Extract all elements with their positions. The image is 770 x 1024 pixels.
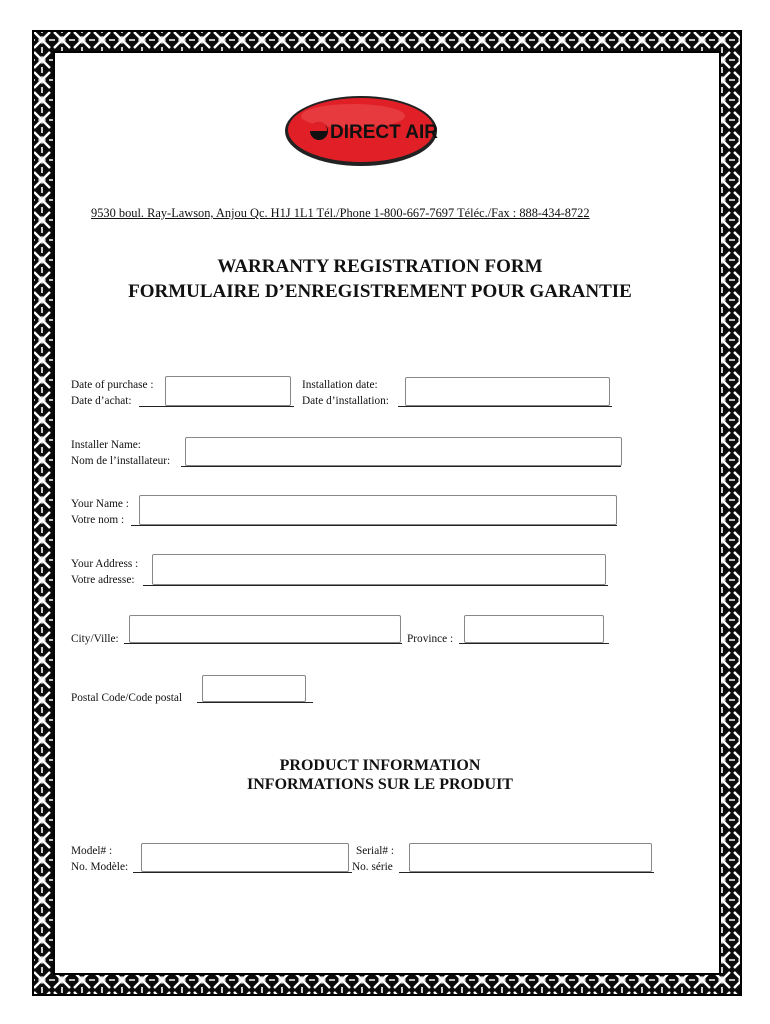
purchase-date-underline xyxy=(139,406,294,407)
address-underline xyxy=(143,585,608,586)
direct-air-logo xyxy=(283,94,439,168)
province-label: Province : xyxy=(407,633,454,645)
install-date-field[interactable] xyxy=(405,377,610,406)
form-title-fr: FORMULAIRE D’ENREGISTREMENT POUR GARANTIE xyxy=(128,281,632,302)
city-field[interactable] xyxy=(129,615,401,643)
product-title-en: PRODUCT INFORMATION xyxy=(279,757,481,774)
serial-label-fr: No. série xyxy=(352,861,393,873)
purchase-date-field[interactable] xyxy=(165,376,291,406)
installer-name-underline xyxy=(181,466,621,467)
postal-code-underline xyxy=(197,702,313,703)
fan-icon xyxy=(310,122,328,140)
serial-field[interactable] xyxy=(409,843,652,872)
model-label-en: Model# : xyxy=(71,845,113,857)
province-underline xyxy=(459,643,609,644)
product-title-fr: INFORMATIONS SUR LE PRODUIT xyxy=(247,776,513,793)
purchase-date-label-en: Date of purchase : xyxy=(71,379,154,391)
postal-code-label: Postal Code/Code postal xyxy=(71,692,183,704)
purchase-date-label-fr: Date d’achat: xyxy=(71,395,132,407)
company-address: 9530 boul. Ray-Lawson, Anjou Qc. H1J 1L1 Tél./Phone 1-800-667-7697 Téléc./Fax : 888-434-8722 xyxy=(91,206,590,220)
address-label-fr: Votre adresse: xyxy=(71,574,135,586)
your-name-underline xyxy=(131,525,617,526)
serial-label-en: Serial# : xyxy=(356,845,394,857)
installer-name-field[interactable] xyxy=(185,437,622,466)
model-label-fr: No. Modèle: xyxy=(71,861,129,873)
installer-name-label-en: Installer Name: xyxy=(71,439,141,451)
city-label: City/Ville: xyxy=(71,633,119,645)
install-date-label-fr: Date d’installation: xyxy=(302,395,389,407)
your-name-field[interactable] xyxy=(139,495,617,525)
form-title-en: WARRANTY REGISTRATION FORM xyxy=(217,256,543,277)
address-field[interactable] xyxy=(152,554,606,585)
province-field[interactable] xyxy=(464,615,604,643)
postal-code-field[interactable] xyxy=(202,675,306,702)
city-underline xyxy=(124,643,402,644)
installer-name-label-fr: Nom de l’installateur: xyxy=(71,455,171,467)
your-name-label-fr: Votre nom : xyxy=(71,514,125,526)
install-date-underline xyxy=(398,406,612,407)
serial-underline xyxy=(399,872,654,873)
address-label-en: Your Address : xyxy=(71,558,139,570)
model-underline xyxy=(133,872,352,873)
model-field[interactable] xyxy=(141,843,349,872)
svg-text:DIRECT AIR: DIRECT AIR xyxy=(330,122,439,143)
your-name-label-en: Your Name : xyxy=(71,498,129,510)
install-date-label-en: Installation date: xyxy=(302,379,378,391)
